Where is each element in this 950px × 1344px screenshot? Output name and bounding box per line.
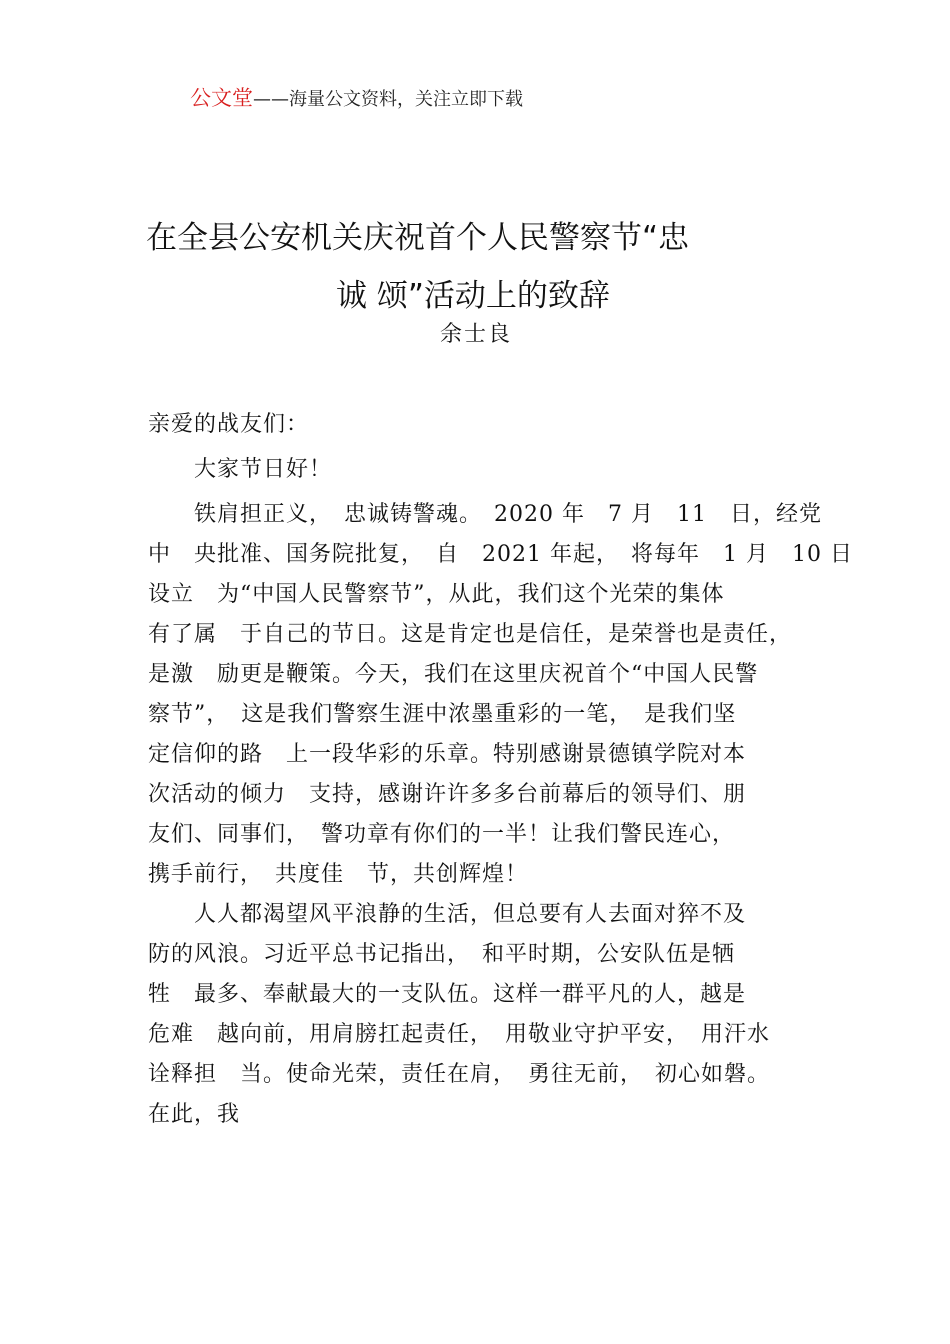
document-title-line-1: 在全县公安机关庆祝首个人民警察节“忠	[146, 220, 690, 256]
body-line: 次活动的倾力 支持，感谢许许多多台前幕后的领导们、朋	[148, 782, 747, 807]
body-line: 人人都渴望风平浪静的生活，但总要有人去面对猝不及	[148, 902, 747, 927]
body-line: 诠释担 当。使命光荣，责任在肩， 勇往无前， 初心如磐。	[148, 1062, 771, 1087]
body-line: 危难 越向前，用肩膀扛起责任， 用敬业守护平安， 用汗水	[148, 1022, 771, 1047]
body-line: 友们、同事们， 警功章有你们的一半！让我们警民连心，	[148, 822, 736, 847]
body-line: 中 央批准、国务院批复， 自 2021 年起， 将每年 1 月 10 日	[148, 542, 853, 567]
body-line: 亲爱的战友们：	[148, 412, 310, 437]
body-line: 防的风浪。习近平总书记指出， 和平时期，公安队伍是牺	[148, 942, 736, 967]
body-line: 定信仰的路 上一段华彩的乐章。特别感谢景德镇学院对本	[148, 742, 747, 767]
document-title-line-2: 诚 颂”活动上的致辞	[336, 278, 610, 314]
body-line: 有了属 于自己的节日。这是肯定也是信任，是荣誉也是责任，	[148, 622, 793, 647]
body-line: 设立 为“中国人民警察节”，从此，我们这个光荣的集体	[148, 582, 725, 607]
body-line: 携手前行， 共度佳 节，共创辉煌！	[148, 862, 529, 887]
brand-name: 公文堂	[190, 86, 253, 110]
body-line: 在此，我	[148, 1102, 241, 1127]
body-line: 是激 励更是鞭策。今天，我们在这里庆祝首个“中国人民警	[148, 662, 759, 687]
body-line: 牲 最多、奉献最大的一支队伍。这样一群平凡的人，越是	[148, 982, 747, 1007]
body-line: 察节”， 这是我们警察生涯中浓墨重彩的一笔， 是我们坚	[148, 702, 737, 727]
body-line: 铁肩担正义， 忠诚铸警魂。 2020 年 7 月 11 日，经党	[148, 502, 822, 527]
body-line: 大家节日好！	[148, 457, 333, 482]
site-header	[190, 84, 523, 114]
header-tagline: ——海量公文资料，关注立即下载	[253, 89, 523, 110]
document-author: 余士良	[440, 322, 513, 347]
